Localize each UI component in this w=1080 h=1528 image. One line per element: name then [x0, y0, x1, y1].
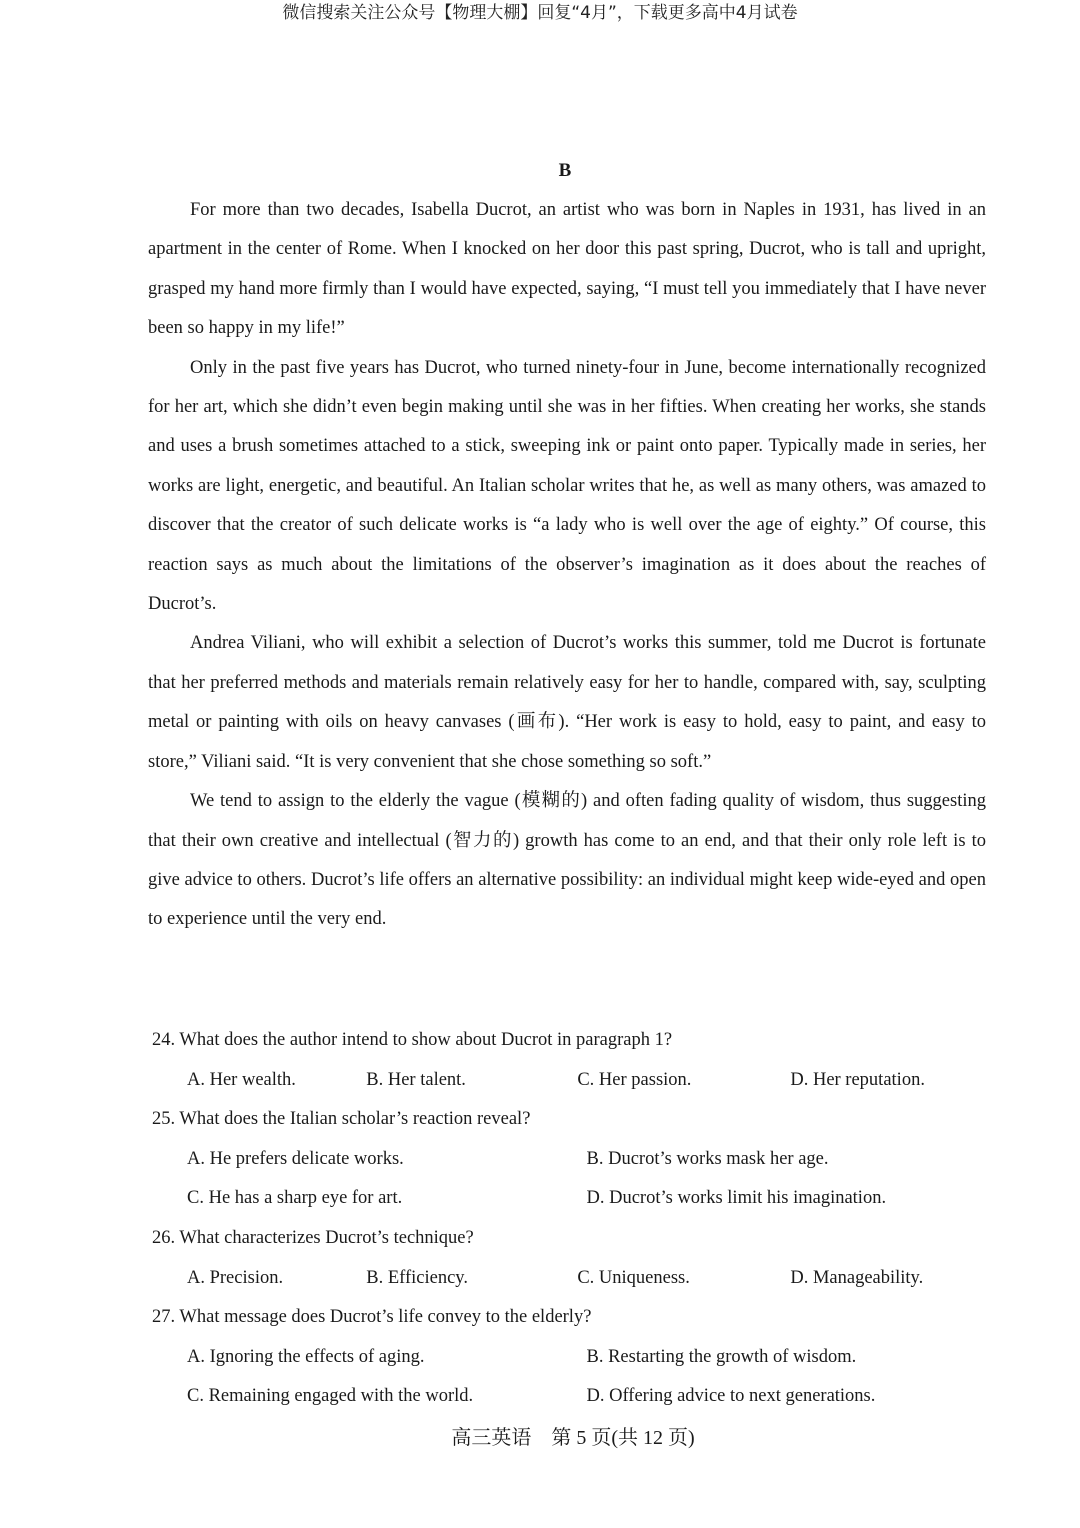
options-row	[152, 1259, 986, 1299]
question-stem: 25. What does the Italian scholar’s reaction reveal?	[152, 1109, 531, 1130]
options-row	[152, 1140, 986, 1180]
option-d: D. Ducrot’s works limit his imagination.	[586, 1188, 887, 1209]
reading-passage	[148, 191, 986, 940]
question-list	[152, 1021, 986, 1417]
page-footer: 高三英语 第 5 页(共 12 页)	[451, 1427, 695, 1449]
options-row	[152, 1377, 986, 1417]
question-26	[152, 1219, 986, 1298]
option-d: D. Offering advice to next generations.	[586, 1386, 876, 1407]
option-c: C. Remaining engaged with the world.	[187, 1386, 474, 1407]
option-c: C. Uniqueness.	[577, 1267, 690, 1288]
option-b: B. Ducrot’s works mask her age.	[586, 1148, 829, 1169]
option-b: B. Her talent.	[366, 1069, 466, 1090]
option-a: A. He prefers delicate works.	[187, 1148, 404, 1169]
top-banner: 微信搜索关注公众号【物理大棚】回复“4月”，下载更多高中4月试卷	[282, 3, 798, 23]
question-stem: 26. What characterizes Ducrot’s technique?	[152, 1227, 474, 1248]
option-c: C. He has a sharp eye for art.	[187, 1188, 403, 1209]
option-b: B. Efficiency.	[366, 1267, 468, 1288]
option-a: A. Ignoring the effects of aging.	[187, 1346, 425, 1367]
question-stem: 24. What does the author intend to show about Ducrot in paragraph 1?	[152, 1030, 673, 1050]
option-a: A. Precision.	[187, 1267, 284, 1288]
passage-paragraph-4: We tend to assign to the elderly the vague (模糊的) and often fading quality of wisdom, thus suggesting that their own creative and intellectual (智力的) growth has come to an end, and that their only role left is to give advice to others. Ducrot’s life offers an alternative possibility: an individual might keep wide-eyed and open to experience until the very end.	[148, 791, 986, 930]
option-a: A. Her wealth.	[187, 1069, 296, 1090]
options-row	[152, 1061, 986, 1101]
section-heading: B	[558, 160, 572, 181]
option-b: B. Restarting the growth of wisdom.	[586, 1346, 857, 1367]
option-d: D. Her reputation.	[790, 1069, 925, 1090]
option-c: C. Her passion.	[577, 1069, 692, 1090]
question-24	[152, 1021, 986, 1100]
passage-paragraph-1: For more than two decades, Isabella Ducrot, an artist who was born in Naples in 1931, has lived in an apartment in the center of Rome. When I knocked on her door this past spring, Ducrot, who is tall and upright, grasped my hand more firmly than I would have expected, saying, “I must tell you immediately that I have never been so happy in my life!”	[148, 200, 986, 339]
question-25	[152, 1100, 986, 1219]
option-d: D. Manageability.	[790, 1267, 924, 1288]
passage-paragraph-3: Andrea Viliani, who will exhibit a selection of Ducrot’s works this summer, told me Ducrot is fortunate that her preferred methods and materials remain relatively easy for her to handle, compared with, say, sculpting metal or painting with oils on heavy canvases (画布). “Her work is easy to hold, easy to paint, and easy to store,” Viliani said. “It is very convenient that she chose something so soft.”	[148, 633, 986, 772]
options-row	[152, 1179, 986, 1219]
question-27	[152, 1298, 986, 1417]
passage-paragraph-2: Only in the past five years has Ducrot, who turned ninety-four in June, become internationally recognized for her art, which she didn’t even begin making until she was in her fifties. When creating her works, she stands and uses a brush sometimes attached to a stick, sweeping ink or paint onto paper. Typically made in series, her works are light, energetic, and beautiful. An Italian scholar writes that he, as well as many others, was amazed to discover that the creator of such delicate works is “a lady who is well over the age of eighty.” Of course, this reaction says as much about the limitations of the observer’s imagination as it does about the reaches of Ducrot’s.	[148, 357, 986, 615]
options-row	[152, 1338, 986, 1378]
question-stem: 27. What message does Ducrot’s life convey to the elderly?	[152, 1307, 592, 1328]
